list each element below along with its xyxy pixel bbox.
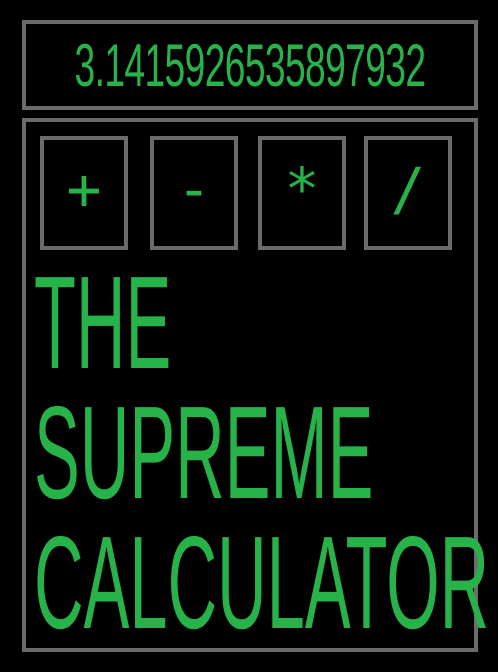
multiply-button[interactable] (258, 136, 346, 250)
multiply-button-label: * (284, 155, 320, 223)
add-button[interactable] (40, 136, 128, 250)
subtract-button[interactable] (150, 136, 238, 250)
title-line-calculator: CALCULATOR (34, 509, 490, 656)
divide-button-label: / (390, 155, 426, 223)
title-line-supreme: SUPREME (34, 379, 374, 526)
subtract-button-label: - (176, 155, 212, 223)
display-value: 3.1415926535897932 (74, 31, 426, 99)
calculator-display (22, 20, 478, 110)
divide-button[interactable] (364, 136, 452, 250)
calculator-panel (22, 118, 490, 656)
add-button-label: + (66, 155, 102, 223)
title-line-the: THE (34, 249, 172, 396)
